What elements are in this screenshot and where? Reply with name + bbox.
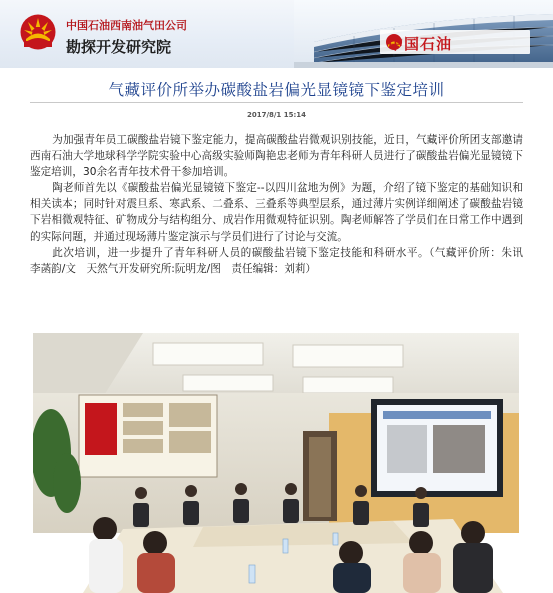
training-room-image <box>33 333 519 593</box>
org-name-institute: 勘探开发研究院 <box>66 38 172 56</box>
paragraph-conclusion: 此次培训，进一步提升了青年科研人员的碳酸盐岩镜下鉴定技能和科研水平。（气藏评价所：朱讯 李菡韵/文 天然气开发研究所:阮明龙/图 责任编辑：刘莉） <box>30 246 534 275</box>
paragraph-content: 陶老师首先以《碳酸盐岩偏光显镜镜下鉴定--以四川盆地为例》为题，介绍了镜下鉴定的基础知识和相关读本；同时针对震旦系、寒武系、二叠系、三叠系等典型层系，通过薄片实例详细阐述了碳酸盐岩镜下岩相微观特征、矿物成分与结构组分、成岩作用微观特征识别。陶老师解答了学员们在日常工作中遇到的实际问题，并通过现场薄片鉴定演示与学员们进行了讨论与交流。 <box>30 182 523 243</box>
petrochina-logo-icon <box>20 14 56 50</box>
article-body <box>30 132 534 277</box>
publish-date: 2017/8/1 15:14 <box>246 111 307 119</box>
title-divider <box>30 102 523 103</box>
brand-sign-text: 中国石油 <box>388 35 453 53</box>
header-banner <box>0 0 553 68</box>
paragraph-intro: 为加强青年员工碳酸盐岩镜下鉴定能力，提高碳酸盐岩微观识别技能，近日，气藏评价所团支部邀请西南石油大学地球科学学院实验中心高级实验师陶艳忠老师为青年科研人员进行了碳酸盐岩偏光显镜镜下鉴定培训，30余名青年技术骨干参加培训。 <box>30 134 523 179</box>
training-photo <box>33 333 519 593</box>
org-name-company: 中国石油西南油气田公司 <box>66 19 187 32</box>
article-title: 气藏评价所举办碳酸盐岩偏光显镜镜下鉴定培训 <box>108 81 445 99</box>
